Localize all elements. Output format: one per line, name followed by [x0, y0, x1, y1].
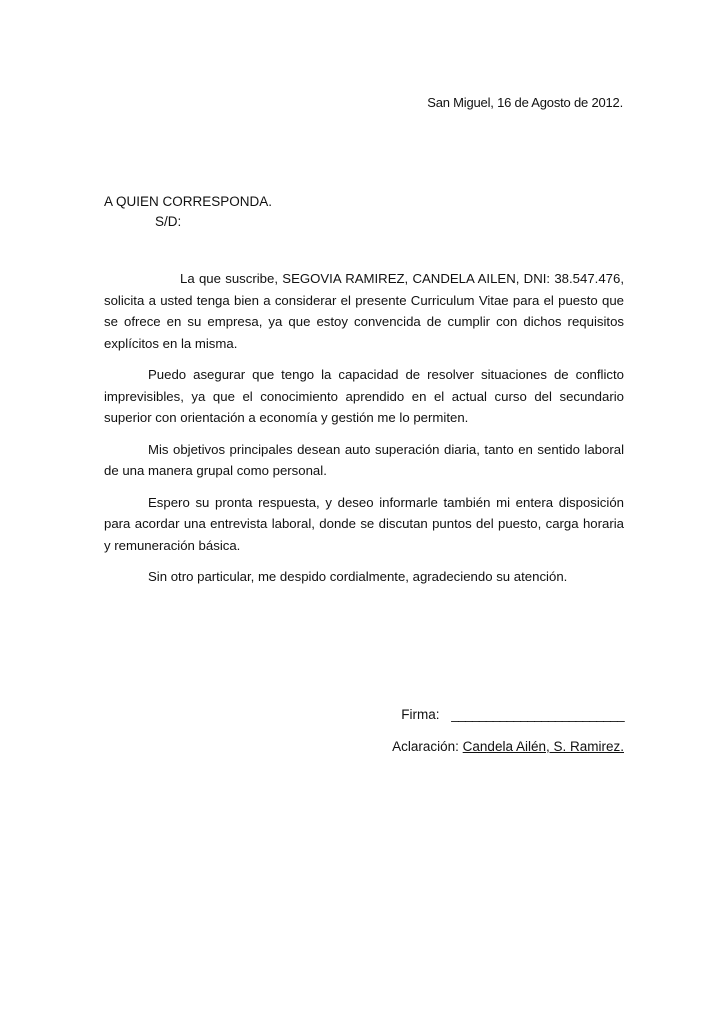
signature-block — [392, 705, 624, 757]
paragraph-capacity: Puedo asegurar que tengo la capacidad de resolver situaciones de conflicto imprevisibles, ya que el conocimiento aprendido en el actual curso del secundario superior con orientación a economía y gestión me lo permiten. — [104, 367, 624, 425]
paragraph-availability: Espero su pronta respuesta, y deseo informarle también mi entera disposición para acordar una entrevista laboral, donde se discutan puntos del puesto, carga horaria y remuneración básica. — [104, 494, 624, 553]
paragraph-intro: La que suscribe, SEGOVIA RAMIREZ, CANDELA AILEN, DNI: 38.547.476, solicita a usted tenga bien a considerar el presente Curriculum Vitae para el puesto que se ofrece en su empresa, ya que estoy convencida de cumplir con dichos requisitos explícitos en la misma. — [104, 271, 624, 351]
aclaracion-value: Candela Ailén, S. Ramirez. — [462, 739, 624, 754]
letter-body — [104, 268, 624, 598]
firma-label: Firma: — [401, 707, 440, 722]
firma-line: _________________________ — [451, 707, 624, 722]
salutation-block — [104, 192, 272, 232]
paragraph-closing: Sin otro particular, me despido cordialmente, agradeciendo su atención. — [148, 569, 568, 584]
letter-date: San Miguel, 16 de Agosto de 2012. — [427, 95, 623, 110]
aclaracion-row — [392, 737, 624, 757]
aclaracion-label: Aclaración: — [392, 739, 459, 754]
firma-row — [392, 705, 624, 725]
sd-label: S/D: — [155, 214, 182, 229]
salutation: A QUIEN CORRESPONDA. — [104, 194, 273, 209]
paragraph-objectives: Mis objetivos principales desean auto superación diaria, tanto en sentido laboral de una manera grupal como personal. — [104, 441, 624, 478]
